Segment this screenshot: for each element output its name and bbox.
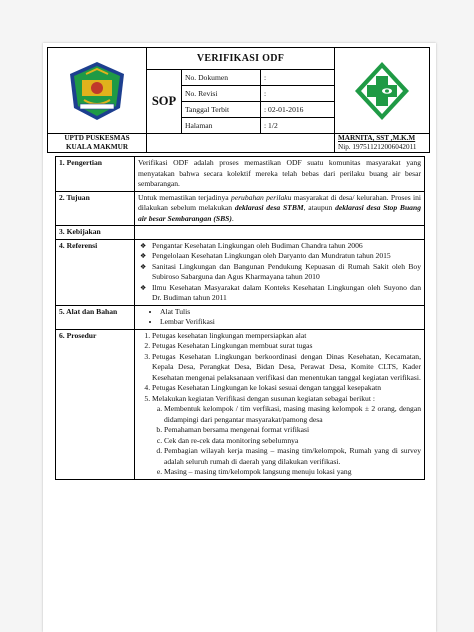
meta-label-page: Halaman — [182, 118, 261, 134]
list-item: d. Pembagian wilayah kerja masing – masing tim/kelompok, Rumah yang di survey adalah seluruh rumah di daerah yang dilakukan verifikasi. — [164, 446, 421, 467]
meta-value-issue-date: : 02-01-2016 — [261, 102, 335, 118]
section-text — [135, 226, 425, 240]
puskesmas-cross-logo-icon — [351, 60, 413, 122]
list-item: 4. Petugas Kesehatan Lingkungan ke lokasi sesuai dengan tanggal kesepakatn — [152, 383, 421, 394]
sop-body-table — [55, 156, 425, 480]
meta-label-doc-number: No. Dokumen — [182, 70, 261, 86]
document-title: VERIFIKASI ODF — [147, 48, 335, 70]
list-item: a. Membentuk kelompok / tim verfikasi, masing masing kelompok ± 2 orang, dengan didampingi dari pengantar masyarakat/pamong desa — [164, 404, 421, 425]
section-text: Verifikasi ODF adalah proses memastikan ODF suatu komunitas masyarakat yang menyatakan bahwa secara kolektif mereka telah bebas dari perilaku buang air besar sembarangan. — [135, 157, 425, 192]
list-item: b. Pemahaman bersama mengenai format vrifikasi — [164, 425, 421, 436]
meta-label-revision: No. Revisi — [182, 86, 261, 102]
row-tujuan — [56, 191, 425, 226]
meta-value-page: : 1/2 — [261, 118, 335, 134]
institution-name: UPTD PUSKESMAS KUALA MAKMUR — [48, 134, 147, 153]
row-referensi — [56, 239, 425, 305]
list-item: e. Masing – masing tim/kelompok langsung menuju lokasi yang — [164, 467, 421, 478]
section-key: 3. Kebijakan — [56, 226, 135, 240]
row-kebijakan — [56, 226, 425, 240]
row-alat-bahan — [56, 305, 425, 329]
procedure-sublist — [152, 404, 421, 478]
section-key: 2. Tujuan — [56, 191, 135, 226]
section-text — [135, 305, 425, 329]
section-key: 4. Referensi — [56, 239, 135, 305]
sop-label: SOP — [147, 70, 182, 134]
list-item: ❖ Sanitasi Lingkungan dan Bangunan Pendukung Kepuasan di Rumah Sakit oleh Boy Subiroso Sabarguna dan Agus Kharmayana tahun 2010 — [152, 262, 421, 283]
list-item: 1. Petugas kesehatan lingkungan mempersiapkan alat — [152, 331, 421, 342]
tools-list — [138, 307, 421, 328]
row-pengertian — [56, 157, 425, 192]
list-item: • Lembar Verifikasi — [160, 317, 421, 328]
section-text — [135, 239, 425, 305]
sop-header-table — [47, 47, 430, 153]
list-item: ❖ Pengelolaan Kesehatan Lingkungan oleh Daryanto dan Mundratun tahun 2015 — [152, 251, 421, 262]
procedure-list — [138, 331, 421, 478]
section-key: 6. Prosedur — [56, 329, 135, 479]
puskesmas-logo-cell — [335, 48, 430, 134]
aceh-utara-emblem-icon — [66, 60, 128, 122]
meta-label-issue-date: Tanggal Terbit — [182, 102, 261, 118]
reference-list — [138, 241, 421, 304]
section-text — [135, 329, 425, 479]
section-key: 1. Pengertian — [56, 157, 135, 192]
row-prosedur — [56, 329, 425, 479]
meta-value-revision: : — [261, 86, 335, 102]
list-item: 5. Melakukan kegiatan Verifikasi dengan susunan kegiatan sebagai berikut : a. Membentuk kelompok / tim verfikasi, masing masing kelompok ± 2 orang, dengan didampingi dari pengantar masyarakat/pamong desa b. Pemahaman bersama mengenai format vrifikasi c. Cek dan re-cek data monitoring sebelumnya d. Pembagian wilayah kerja masing – masing tim/kelompok, Rumah yang di survey adalah seluruh rumah di daerah yang dilakukan verifikasi. e. Masing – masing tim/kelompok langsung menuju lokasi yang — [152, 394, 421, 478]
section-text: Untuk memastikan terjadinya perubahan perilaku masyarakat di desa/ kelurahan. Proses ini dilakukan sebelum melakukan deklarasi desa STBM, ataupun deklarasi desa Stop Buang air besar Sembarangan (SBS). — [135, 191, 425, 226]
list-item: • Alat Tulis — [160, 307, 421, 318]
regional-emblem-cell — [48, 48, 147, 134]
header-spacer — [147, 134, 335, 153]
list-item: ❖ Ilmu Kesehatan Masyarakat dalam Konteks Kesehatan Lingkungan oleh Suyono dan Dr. Budiman tahun 2011 — [152, 283, 421, 304]
list-item: ❖ Pengantar Kesehatan Lingkungan oleh Budiman Chandra tahun 2006 — [152, 241, 421, 252]
list-item: 3. Petugas Kesehatan Lingkungan berkoordinasi dengan Dinas Kesehatan, Kecamatan, Kepala Desa, Perangkat Desa, Bidan Desa, Perawat Desa, Komite CLTS, Kader Kesehatan mengenai pelaksanaan verifikasi dan menentukan tanggal kegiatan verifikasi. — [152, 352, 421, 384]
document-page — [43, 43, 436, 632]
signature-block: MARNITA, SST ,M.K.M Nip. 197511212006042011 — [335, 134, 430, 153]
list-item: 2. Petugas Kesehatan Lingkungan membuat surat tugas — [152, 341, 421, 352]
section-key: 5. Alat dan Bahan — [56, 305, 135, 329]
meta-value-doc-number: : — [261, 70, 335, 86]
list-item: c. Cek dan re-cek data monitoring sebelumnya — [164, 436, 421, 447]
